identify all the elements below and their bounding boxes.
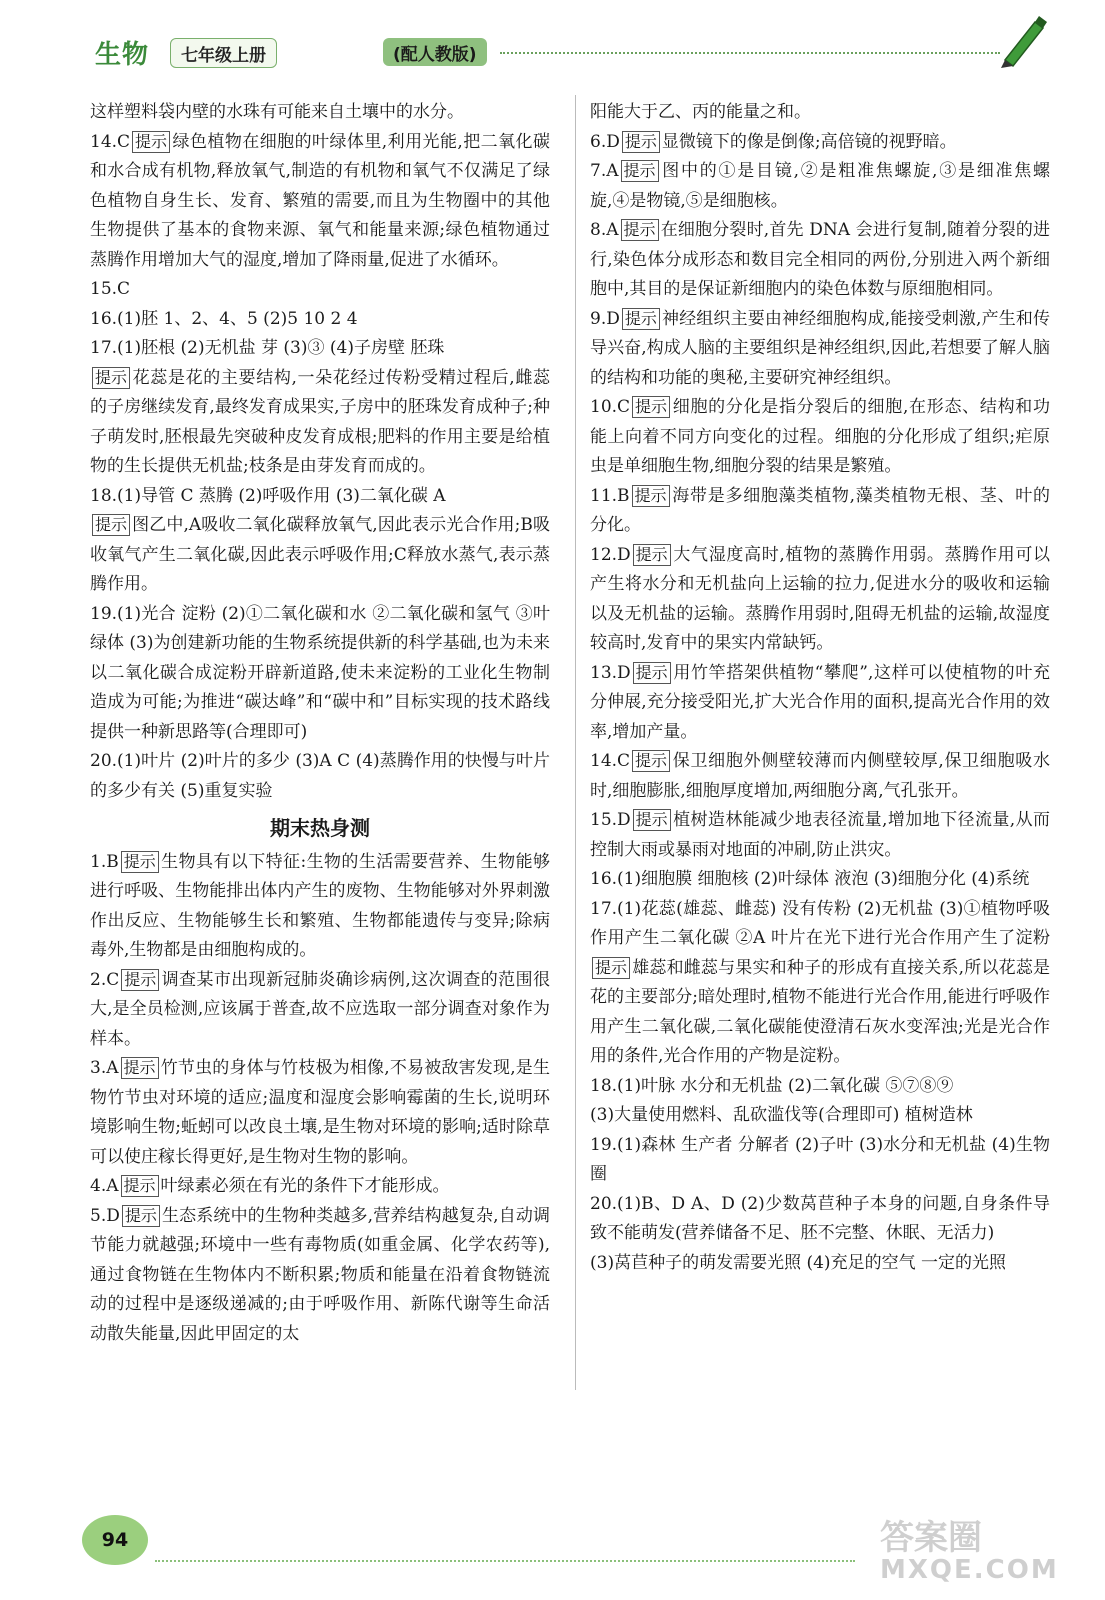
- answer-text: 雄蕊和雌蕊与果实和种子的形成有直接关系,所以花蕊是花的主要部分;暗处理时,植物不能进行光合作用,能进行呼吸作用产生二氧化碳,二氧化碳能使澄清石灰水变浑浊;光是光合作用的条件,光合作用的产物是淀粉。: [590, 957, 1050, 1066]
- answer-text: 图乙中,A吸收二氧化碳释放氧气,因此表示光合作用;B吸收氧气产生二氧化碳,因此表示呼吸作用;C释放水蒸气,表示蒸腾作用。: [90, 515, 550, 594]
- hint-tag: 提示: [633, 544, 671, 566]
- hint-tag: 提示: [632, 485, 670, 507]
- page-header: [95, 30, 1015, 70]
- subject-title: 生物: [95, 40, 150, 70]
- answer-num: 15.D: [590, 810, 631, 830]
- answer-text: 在细胞分裂时,首先 DNA 会进行复制,随着分裂的进行,染色体分成形态和数目完全相同的两份,分别进入两个新细胞中,其目的是保证新细胞内的染色体数与原细胞相同。: [590, 220, 1050, 299]
- answer-text: 大气湿度高时,植物的蒸腾作用弱。蒸腾作用可以产生将水分和无机盐向上运输的拉力,促进水分的吸收和运输以及无机盐的运输。蒸腾作用弱时,阻碍无机盐的运输,故湿度较高时,发育中的果实内常缺钙。: [590, 544, 1050, 653]
- answer-num: 14.C: [90, 131, 131, 152]
- answer-3: [90, 1054, 550, 1172]
- answer-text: 生态系统中的生物种类越多,营养结构越复杂,自动调节能力就越强;环境中一些有毒物质(如重金属、化学农药等),通过食物链在生物体内不断积累;物质和能量在沿着食物链流动的过程中是逐级递减的;由于呼吸作用、新陈代谢等生命活动散失能量,因此甲固定的太: [90, 1205, 550, 1344]
- answer-num: 9.D: [590, 308, 620, 329]
- hint-tag: 提示: [622, 131, 660, 153]
- hint-tag: 提示: [632, 396, 670, 418]
- answer-text: 花蕊是花的主要结构,一朵花经过传粉受精过程后,雌蕊的子房继续发育,最终发育成果实,子房中的胚珠发育成种子;种子萌发时,胚根最先突破种皮发育成根;肥料的作用主要是给植物的生长提供无机盐;枝条是由芽发育而成的。: [90, 367, 550, 476]
- hint-tag: 提示: [92, 367, 130, 389]
- answer-num: 4.A: [90, 1176, 119, 1196]
- answer-18-cont: (3)大量使用燃料、乱砍滥伐等(合理即可) 植树造林: [590, 1105, 973, 1125]
- answer-num: 1.B: [90, 851, 119, 872]
- answer-19: 19.(1)森林 生产者 分解者 (2)子叶 (3)水分和无机盐 (4)生物圈: [590, 1134, 1050, 1184]
- answer-num: 12.D: [590, 544, 631, 565]
- hint-tag: 提示: [633, 662, 671, 684]
- answer-text: 海带是多细胞藻类植物,藻类植物无根、茎、叶的分化。: [590, 485, 1050, 535]
- section-title: 期末热身测: [270, 816, 370, 840]
- answer-text: 17.(1)花蕊(雄蕊、雌蕊) 没有传粉 (2)无机盐 (3)①植物呼吸作用产生二氧化碳 ②A 叶片在光下进行光合作用产生了淀粉: [590, 898, 1050, 948]
- answer-text: 叶绿素必须在有光的条件下才能形成。: [160, 1176, 450, 1196]
- hint-tag: 提示: [121, 1175, 159, 1197]
- answer-16: 16.(1)胚 1、2、4、5 (2)5 10 2 4: [90, 308, 358, 329]
- answer-20: 20.(1)叶片 (2)叶片的多少 (3)A C (4)蒸腾作用的快慢与叶片的多少有关 (5)重复实验: [90, 751, 550, 801]
- header-dotted-line: [500, 52, 1000, 54]
- answer-18-hint: [90, 511, 550, 600]
- hint-tag: 提示: [121, 851, 159, 873]
- answer-text: 用竹竿搭架供植物“攀爬”,这样可以使植物的叶充分伸展,充分接受阳光,扩大光合作用的面积,提高光合作用的效率,增加产量。: [590, 662, 1050, 742]
- answer-6: [590, 128, 1050, 158]
- answer-text: 神经组织主要由神经细胞构成,能接受刺激,产生和传导兴奋,构成人脑的主要组织是神经组织,因此,若想要了解人脑的结构和功能的奥秘,主要研究神经组织。: [590, 308, 1050, 388]
- answer-17-hint: [90, 364, 550, 482]
- answer-text: 阳能大于乙、丙的能量之和。: [590, 102, 811, 122]
- answer-14: [590, 747, 1050, 806]
- answer-20: 20.(1)B、D A、D (2)少数莴苣种子本身的问题,自身条件导致不能萌发(营养储备不足、胚不完整、休眠、无活力): [590, 1193, 1050, 1243]
- column-divider: [575, 95, 576, 1390]
- answer-10: [590, 393, 1050, 482]
- answer-19: 19.(1)光合 淀粉 (2)①二氧化碳和水 ②二氧化碳和氢气 ③叶绿体 (3)为创建新功能的生物系统提供新的科学基础,也为未来以二氧化碳合成淀粉开辟新道路,使未来淀粉的工业化生物制造成为可能;为推进“碳达峰”和“碳中和”目标实现的技术路线提供一种新思路等(合理即可): [90, 603, 550, 742]
- hint-tag: 提示: [121, 1057, 159, 1079]
- answer-9: [590, 305, 1050, 394]
- answer-num: 3.A: [90, 1058, 119, 1078]
- answer-text: 生物具有以下特征:生物的生活需要营养、生物能够进行呼吸、生物能排出体内产生的废物、生物能够对外界刺激作出反应、生物能够生长和繁殖、生物都能遗传与变异;除病毒外,生物都是由细胞构成的。: [90, 851, 550, 960]
- answer-num: 14.C: [590, 751, 631, 771]
- answer-text: 这样塑料袋内壁的水珠有可能来自土壤中的水分。: [90, 102, 464, 122]
- answer-15: [590, 806, 1050, 865]
- hint-tag: 提示: [632, 750, 670, 772]
- hint-tag: 提示: [621, 160, 659, 182]
- watermark-logo: [880, 1510, 1059, 1585]
- answer-num: 13.D: [590, 662, 631, 683]
- answer-16: 16.(1)细胞膜 细胞核 (2)叶绿体 液泡 (3)细胞分化 (4)系统: [590, 869, 1030, 889]
- page-number: 94: [82, 1515, 148, 1565]
- hint-tag: 提示: [633, 809, 671, 831]
- answer-num: 10.C: [590, 397, 631, 417]
- answer-num: 11.B: [590, 485, 630, 506]
- edition-label: (配人教版): [383, 38, 487, 66]
- answer-text: 显微镜下的像是倒像;高倍镜的视野暗。: [661, 131, 957, 152]
- hint-tag: 提示: [622, 308, 660, 330]
- answer-num: 7.A: [590, 161, 619, 181]
- answer-num: 8.A: [590, 220, 619, 240]
- right-column: [590, 98, 1050, 1278]
- answer-17: 17.(1)胚根 (2)无机盐 芽 (3)③ (4)子房壁 胚珠: [90, 338, 445, 358]
- hint-tag: 提示: [132, 131, 170, 153]
- answer-11: [590, 482, 1050, 541]
- left-column: [90, 98, 550, 1349]
- answer-14: [90, 128, 550, 276]
- watermark-text: 答案圈: [880, 1518, 982, 1558]
- answer-text: 细胞的分化是指分裂后的细胞,在形态、结构和功能上向着不同方向变化的过程。细胞的分化形成了组织;疟原虫是单细胞生物,细胞分裂的结果是繁殖。: [590, 397, 1050, 476]
- answer-17: [590, 895, 1050, 1072]
- answer-7: [590, 157, 1050, 216]
- answer-20-cont: (3)莴苣种子的萌发需要光照 (4)充足的空气 一定的光照: [590, 1252, 1006, 1273]
- pen-icon: [995, 10, 1055, 70]
- grade-label: 七年级上册: [170, 38, 277, 68]
- answer-2: [90, 966, 550, 1055]
- answer-text: 调查某市出现新冠肺炎确诊病例,这次调查的范围很大,是全员检测,应该属于普查,故不应选取一部分调查对象作为样本。: [90, 969, 550, 1049]
- answer-18: 18.(1)导管 C 蒸腾 (2)呼吸作用 (3)二氧化碳 A: [90, 485, 446, 506]
- answer-13: [590, 659, 1050, 748]
- answer-text: 竹节虫的身体与竹枝极为相像,不易被敌害发现,是生物竹节虫对环境的适应;温度和湿度会影响霉菌的生长,说明环境影响生物;蚯蚓可以改良土壤,是生物对环境的影响;适时除草可以使庄稼长得更好,是生物对生物的影响。: [90, 1058, 550, 1167]
- answer-text: 植树造林能减少地表径流量,增加地下径流量,从而控制大雨或暴雨对地面的冲刷,防止洪灾。: [590, 810, 1050, 860]
- answer-text: 保卫细胞外侧壁较薄而内侧壁较厚,保卫细胞吸水时,细胞膨胀,细胞厚度增加,两细胞分离,气孔张开。: [590, 751, 1050, 801]
- answer-num: 5.D: [90, 1205, 120, 1226]
- hint-tag: 提示: [92, 514, 130, 536]
- watermark-url: MXQE.COM: [880, 1555, 1059, 1585]
- hint-tag: 提示: [122, 1205, 160, 1227]
- hint-tag: 提示: [121, 969, 159, 991]
- answer-15: 15.C: [90, 279, 131, 299]
- footer-dotted-line: [155, 1560, 855, 1562]
- hint-tag: 提示: [621, 219, 659, 241]
- answer-18: 18.(1)叶脉 水分和无机盐 (2)二氧化碳 ⑤⑦⑧⑨: [590, 1075, 954, 1096]
- answer-num: 6.D: [590, 131, 620, 152]
- answer-12: [590, 541, 1050, 659]
- answer-4: [90, 1172, 550, 1202]
- answer-8: [590, 216, 1050, 305]
- answer-text: 图中的①是目镜,②是粗准焦螺旋,③是细准焦螺旋,④是物镜,⑤是细胞核。: [590, 161, 1050, 211]
- answer-num: 2.C: [90, 969, 120, 990]
- hint-tag: 提示: [592, 957, 630, 979]
- answer-5: [90, 1202, 550, 1350]
- answer-text: 绿色植物在细胞的叶绿体里,利用光能,把二氧化碳和水合成有机物,释放氧气,制造的有机物和氧气不仅满足了绿色植物自身生长、发育、繁殖的需要,而且为生物圈中的其他生物提供了基本的食物来源、氧气和能量来源;绿色植物通过蒸腾作用增加大气的湿度,增加了降雨量,促进了水循环。: [90, 131, 550, 270]
- answer-1: [90, 848, 550, 966]
